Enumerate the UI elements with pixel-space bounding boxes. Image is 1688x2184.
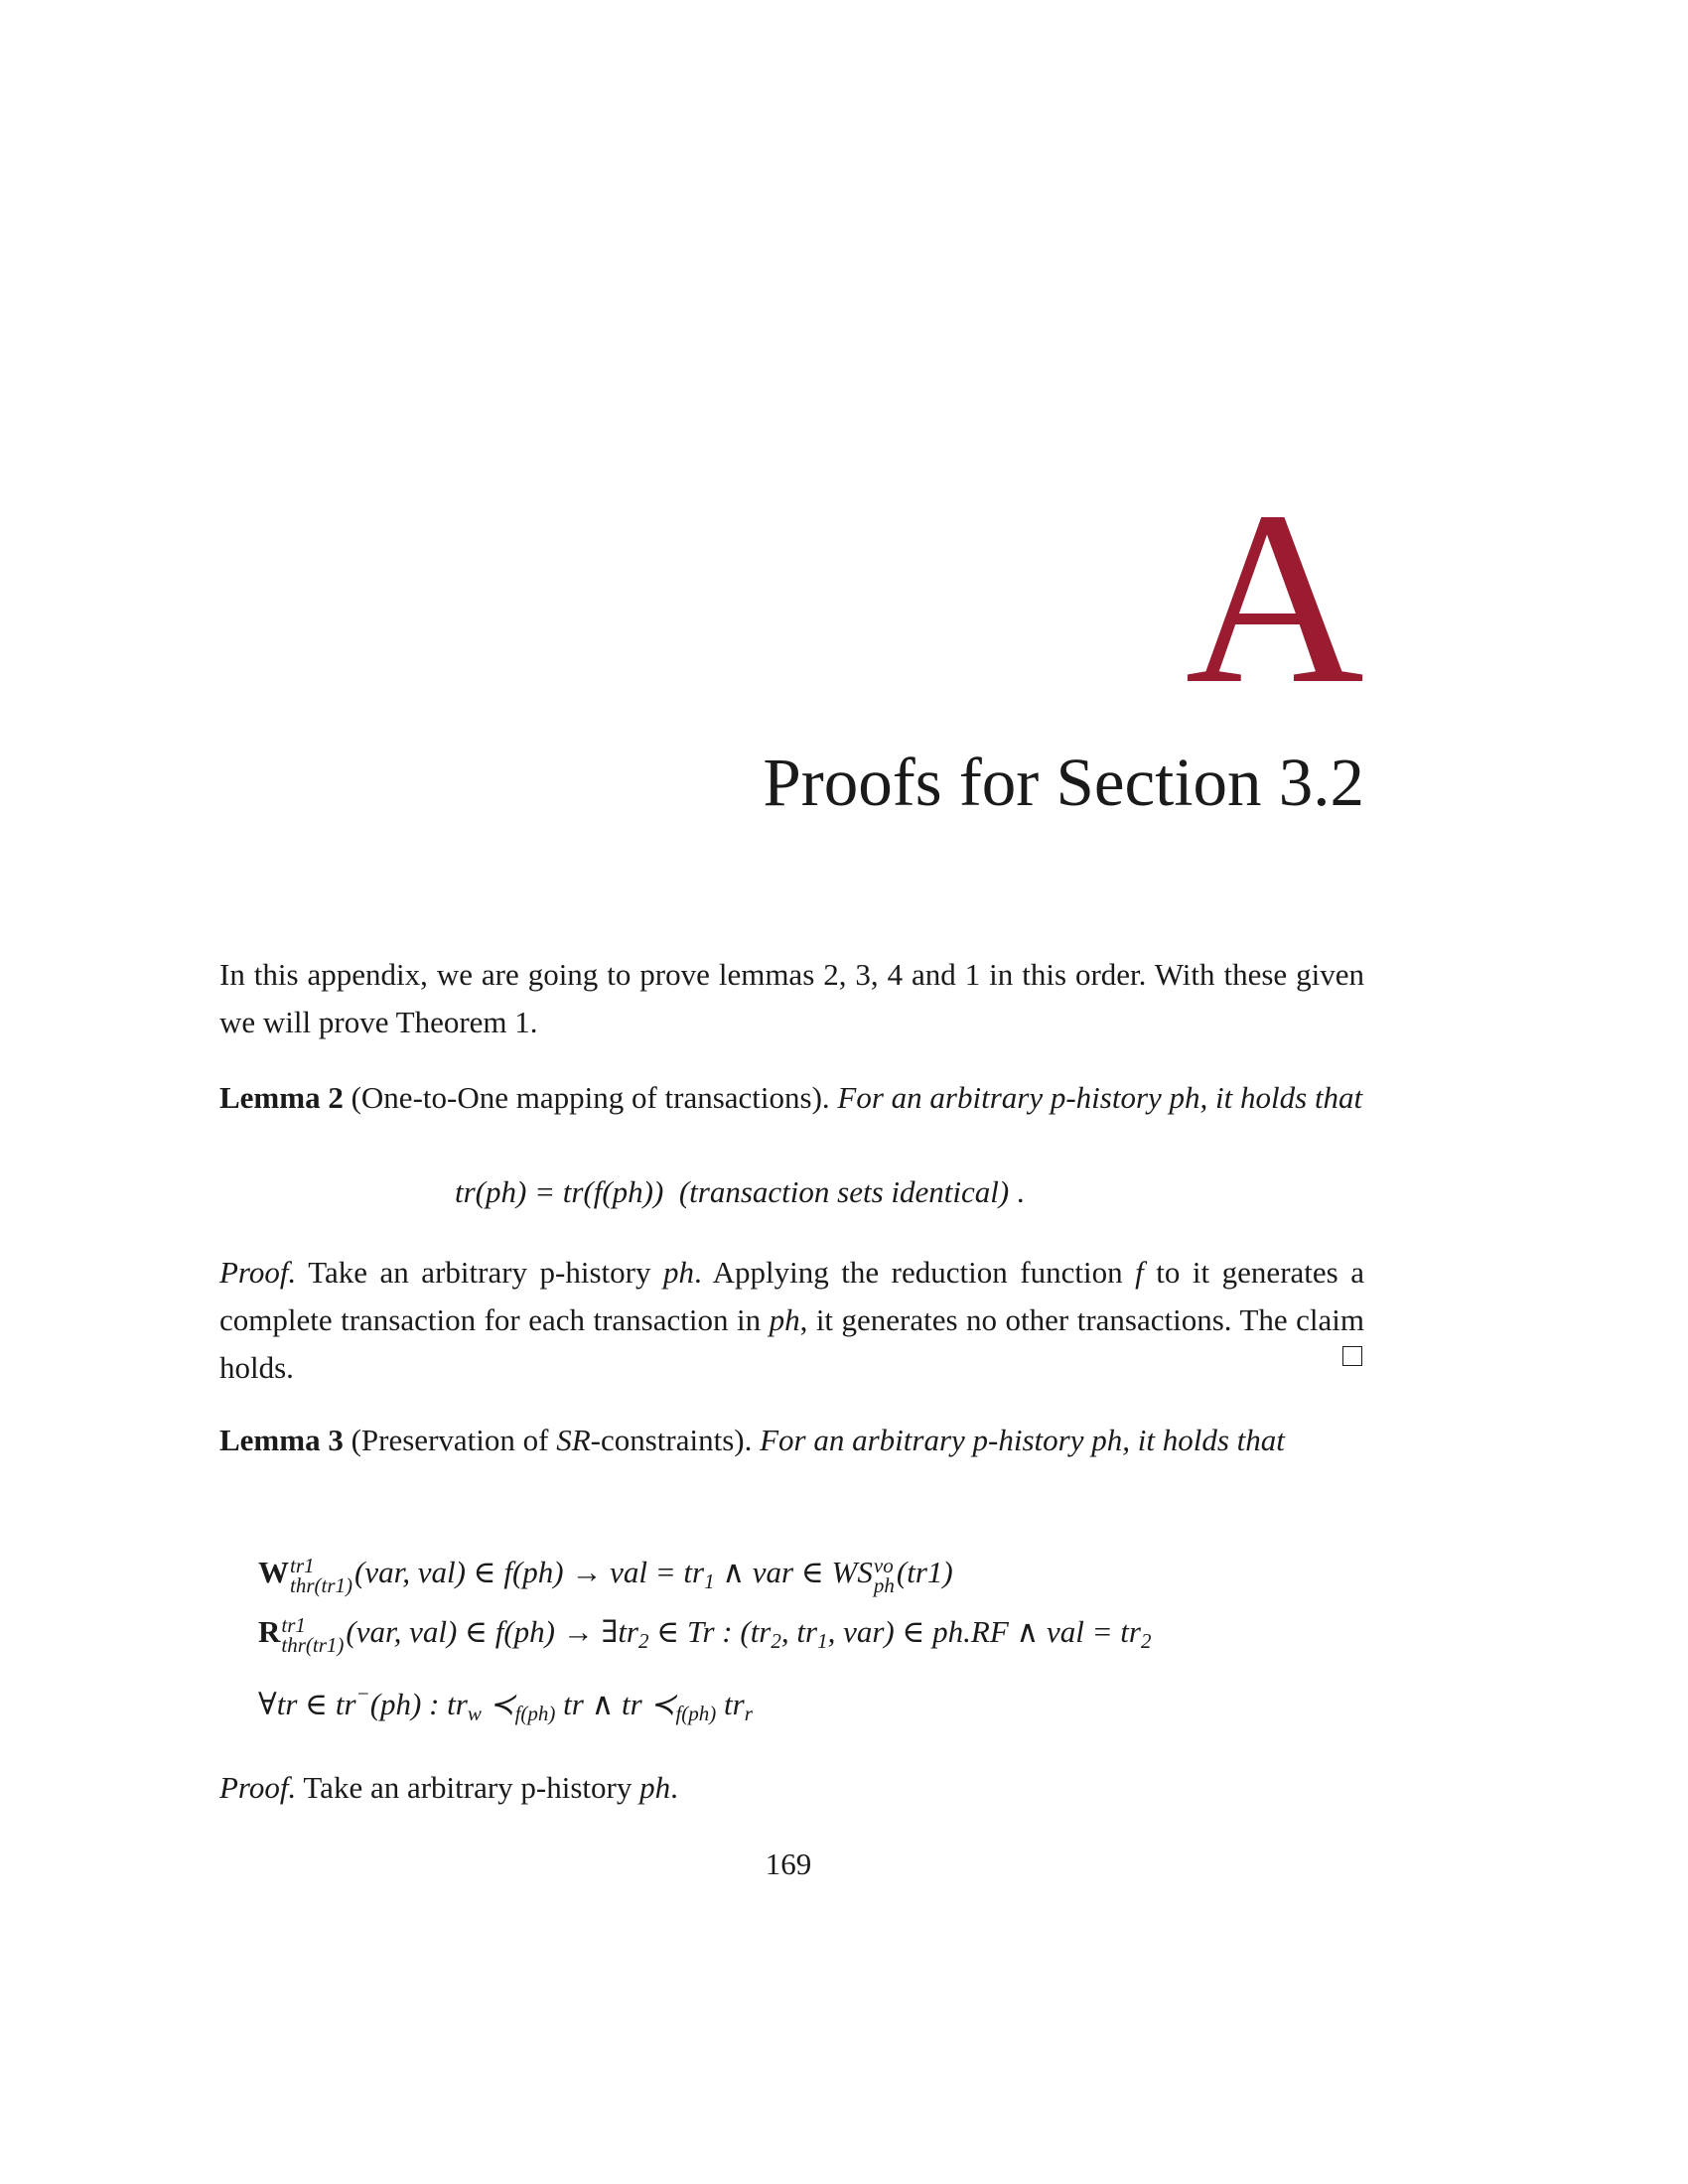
lemma-2-equation-note: (transaction sets identical) [678,1174,1010,1209]
proof-1-ph2: ph [769,1302,800,1337]
eq2-s1: 2 [638,1629,649,1653]
proof-1 [219,1249,1364,1392]
proof-2-text-b: . [670,1770,678,1805]
lemma-3-name-b: -constraints). [590,1423,753,1457]
proof-1-text-b: . Applying the reduction function [694,1255,1136,1290]
eq2-s3: 1 [817,1629,828,1653]
eq2-s2: 2 [771,1629,781,1653]
proof-1-text-a: Take an arbitrary p-history [296,1255,664,1290]
lemma-2-label: Lemma 2 [219,1080,344,1115]
qed-square-icon [1342,1346,1362,1366]
lemma-3-label: Lemma 3 [219,1423,344,1457]
eq1-symbol: W [258,1555,289,1589]
equation-write [258,1549,953,1605]
lemma-3-sr: SR [556,1423,591,1457]
eq3-w: w [467,1702,482,1725]
lemma-2-equation-end: . [1009,1174,1025,1209]
eq3-body-b: (ph) : tr [369,1687,468,1721]
eq2-sup: tr1 [281,1612,306,1637]
proof-1-text-c: to it generates a complete transaction for each transaction in [219,1255,1365,1337]
eq1-ws-subsup [873,1553,895,1597]
eq2-sub: thr(tr1) [281,1632,345,1657]
eq2-body-b: ∈ Tr : (tr [648,1614,772,1649]
equation-read [258,1608,1151,1665]
proof-1-text-d: , it generates no other transactions. The claim holds. [219,1302,1364,1385]
eq3-body-c: ≺ [481,1687,515,1721]
eq1-body-b: ∧ var ∈ WS [714,1555,873,1589]
lemma-3-statement-a: For an arbitrary p-history [752,1423,1092,1457]
eq3-r: r [744,1702,753,1725]
eq2-subsup [281,1612,345,1657]
lemma-2-equation [455,1168,1025,1216]
proof-1-label: Proof. [219,1255,297,1290]
lemma-3-statement-b: , it holds that [1122,1423,1285,1457]
lemma-2-statement-b: , it holds that [1199,1080,1363,1115]
lemma-2-name: (One-to-One mapping of transactions). [351,1080,830,1115]
lemma-3 [219,1417,1364,1464]
eq3-body-d: tr ∧ tr ≺ [555,1687,676,1721]
proof-1-f: f [1135,1255,1144,1290]
lemma-2-ph: ph [1169,1080,1200,1115]
eq2-body-d: , var) ∈ ph.RF ∧ val = tr [827,1614,1141,1649]
eq1-ws-sub: ph [873,1572,895,1597]
eq1-body-c: (tr1) [896,1555,953,1589]
eq3-minus: − [355,1682,370,1706]
chapter-title: Proofs for Section 3.2 [763,745,1364,820]
eq3-body-a: ∀tr ∈ tr [258,1687,356,1721]
eq2-body: (var, val) ∈ f(ph) → ∃tr [346,1614,638,1649]
lemma-3-name-a: (Preservation of [351,1423,557,1457]
eq1-ws-sup: vo [873,1553,894,1577]
intro-paragraph: In this appendix, we are going to prove lemmas 2, 3, 4 and 1 in this order. With these given we will prove Theorem 1. [219,957,1364,1039]
eq3-body-e: tr [716,1687,745,1721]
page-number: 169 [765,1846,812,1881]
proof-2 [219,1764,1364,1812]
proof-2-label: Proof. [219,1770,297,1805]
eq1-sub: thr(tr1) [290,1572,352,1597]
eq2-s4: 2 [1140,1629,1152,1653]
lemma-2-statement-a: For an arbitrary p-history [837,1080,1170,1115]
eq1-body-sub: 1 [704,1570,715,1593]
proof-1-ph: ph [663,1255,695,1290]
equation-order [258,1670,753,1737]
eq1-sup: tr1 [290,1553,315,1577]
eq1-body: (var, val) ∈ f(ph) → val = tr [354,1555,705,1589]
chapter-letter: A [1185,461,1364,736]
lemma-2-equation-left: tr(ph) = tr(f(ph)) [455,1174,664,1209]
eq3-fph2: f(ph) [675,1702,717,1725]
lemma-2 [219,1074,1364,1122]
eq3-fph: f(ph) [514,1702,556,1725]
proof-2-ph: ph [639,1770,671,1805]
proof-2-text-a: Take an arbitrary p-history [296,1770,640,1805]
eq1-subsup [290,1553,352,1597]
eq2-symbol: R [258,1614,281,1649]
lemma-3-ph: ph [1091,1423,1123,1457]
eq2-body-c: , tr [780,1614,818,1649]
